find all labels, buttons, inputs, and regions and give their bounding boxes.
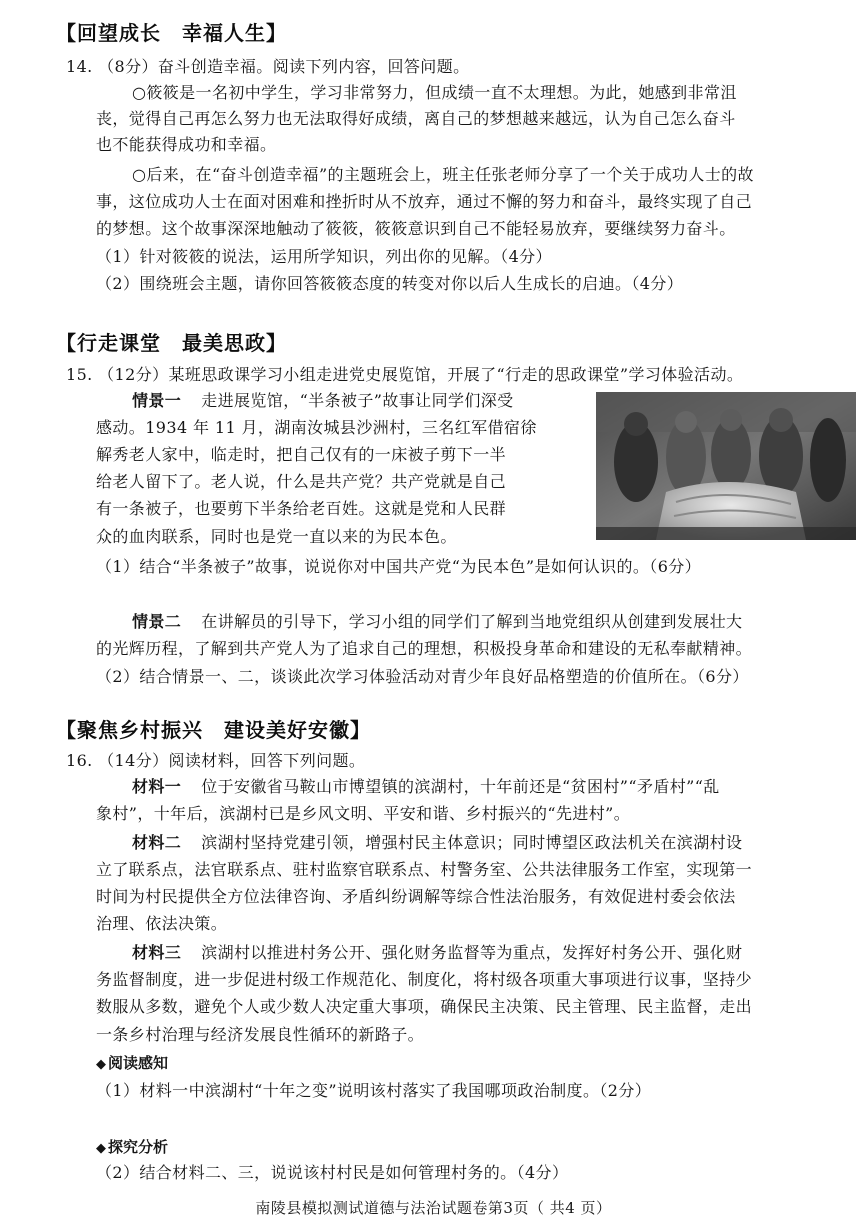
q16-m1-line2: 象村”，十年后，滨湖村已是乡风文明、平安和谐、乡村振兴的“先进村”。 bbox=[96, 804, 631, 823]
q16-m1-text1: 位于安徽省马鞍山市博望镇的滨湖村，十年前还是“贫困村”“矛盾村”“乱 bbox=[201, 777, 720, 796]
q16-m2-line2: 立了联系点，法官联系点、驻村监察官联系点、村警务室、公共法律服务工作室，实现第一 bbox=[96, 860, 753, 879]
q15-scene2-text1: 在讲解员的引导下，学习小组的同学们了解到当地党组织从创建到发展壮大 bbox=[201, 612, 743, 631]
q16-m3-label: 材料三 bbox=[132, 943, 182, 962]
q15-stem: 15. （12分）某班思政课学习小组走进党史展览馆，开展了“行走的思政课堂”学习体验活动。 bbox=[66, 365, 744, 384]
q15-scene1-line6: 众的血肉联系，同时也是党一直以来的为民本色。 bbox=[96, 527, 457, 546]
q14-p1-line2: 丧，觉得自己再怎么努力也无法取得好成绩，离自己的梦想越来越远，认为自己怎么奋斗 bbox=[96, 109, 736, 128]
q14-item2: （2）围绕班会主题，请你回答筱筱态度的转变对你以后人生成长的启迪。（4分） bbox=[96, 274, 684, 293]
q16-m3-line2: 务监督制度，进一步促进村级工作规范化、制度化，将村级各项重大事项进行议事，坚持少 bbox=[96, 970, 753, 989]
half-quilt-sculpture-photo bbox=[596, 392, 856, 540]
q16-m1-label: 材料一 bbox=[132, 777, 182, 796]
q16-sub-reading-label: 阅读感知 bbox=[108, 1054, 169, 1072]
q16-m2-label: 材料二 bbox=[132, 833, 182, 852]
q14-item1: （1）针对筱筱的说法，运用所学知识，列出你的见解。（4分） bbox=[96, 247, 552, 266]
q16-m3-text1: 滨湖村以推进村务公开、强化财务监督等为重点，发挥好村务公开、强化财 bbox=[201, 943, 743, 962]
q15-item2: （2）结合情景一、二，谈谈此次学习体验活动对青少年良好品格塑造的价值所在。（6分） bbox=[96, 667, 749, 686]
q15-scene1-label: 情景一 bbox=[132, 391, 182, 410]
q16-item1: （1）材料一中滨湖村“十年之变”说明该村落实了我国哪项政治制度。（2分） bbox=[96, 1081, 652, 1100]
q15-scene1-line5: 有一条被子，也要剪下半条给老百姓。这就是党和人民群 bbox=[96, 499, 507, 518]
section-title-growth: 【回望成长 幸福人生】 bbox=[56, 21, 287, 45]
q16-m2-line3: 时间为村民提供全方位法律咨询、矛盾纠纷调解等综合性法治服务，有效促进村委会依法 bbox=[96, 887, 736, 906]
q14-p1-line3: 也不能获得成功和幸福。 bbox=[96, 135, 277, 154]
q14-p2-line2: 事，这位成功人士在面对困难和挫折时从不放弃，通过不懈的努力和奋斗，最终实现了自己 bbox=[96, 192, 753, 211]
q15-scene2-line1 bbox=[132, 612, 742, 632]
page-footer: 南陵县模拟测试道德与法治试题卷第3页（ 共4 页） bbox=[255, 1199, 612, 1217]
section-title-rural: 【聚焦乡村振兴 建设美好安徽】 bbox=[56, 718, 371, 742]
q14-p1-line1: ○筱筱是一名初中学生，学习非常努力，但成绩一直不太理想。为此，她感到非常沮 bbox=[132, 83, 737, 102]
q16-m2-line1 bbox=[132, 833, 742, 853]
diamond-bullet-icon: ◆ bbox=[96, 1141, 106, 1156]
q16-item2: （2）结合材料二、三，说说该村村民是如何管理村务的。（4分） bbox=[96, 1163, 569, 1182]
q15-scene1-line2: 感动。1934 年 11 月，湖南汝城县沙洲村，三名红军借宿徐 bbox=[96, 418, 537, 437]
q15-scene1-text1: 走进展览馆，“半条被子”故事让同学们深受 bbox=[201, 391, 514, 410]
q16-m3-line1 bbox=[132, 943, 742, 963]
q16-m2-line4: 治理、依法决策。 bbox=[96, 914, 228, 933]
q16-sub-analysis-label: 探究分析 bbox=[108, 1138, 169, 1156]
q15-scene1-line3: 解秀老人家中，临走时，把自己仅有的一床被子剪下一半 bbox=[96, 445, 507, 464]
q14-p2-line3: 的梦想。这个故事深深地触动了筱筱，筱筱意识到自己不能轻易放弃，要继续努力奋斗。 bbox=[96, 219, 736, 238]
q16-m2-text1: 滨湖村坚持党建引领，增强村民主体意识；同时博望区政法机关在滨湖村设 bbox=[201, 833, 743, 852]
q15-scene2-label: 情景二 bbox=[132, 612, 182, 631]
q14-stem: 14. （8分）奋斗创造幸福。阅读下列内容，回答问题。 bbox=[66, 57, 470, 76]
q15-item1: （1）结合“半条被子”故事，说说你对中国共产党“为民本色”是如何认识的。（6分） bbox=[96, 557, 702, 576]
diamond-bullet-icon: ◆ bbox=[96, 1057, 106, 1072]
q16-sub-reading bbox=[96, 1053, 168, 1075]
q15-scene1-line4: 给老人留下了。老人说，什么是共产党？共产党就是自己 bbox=[96, 472, 507, 491]
q16-m3-line3: 数服从多数，避免个人或少数人决定重大事项，确保民主决策、民主管理、民主监督，走出 bbox=[96, 997, 753, 1016]
q16-sub-analysis bbox=[96, 1137, 168, 1159]
q16-stem: 16. （14分）阅读材料，回答下列问题。 bbox=[66, 751, 366, 770]
q15-scene1-line1 bbox=[132, 391, 514, 411]
q15-scene2-line2: 的光辉历程，了解到共产党人为了追求自己的理想，积极投身革命和建设的无私奉献精神。 bbox=[96, 639, 753, 658]
sculpture-image bbox=[596, 392, 856, 540]
section-title-classroom: 【行走课堂 最美思政】 bbox=[56, 331, 287, 355]
q14-p2-line1: ○后来，在“奋斗创造幸福”的主题班会上，班主任张老师分享了一个关于成功人士的故 bbox=[132, 165, 754, 184]
q16-m3-line4: 一条乡村治理与经济发展良性循环的新路子。 bbox=[96, 1025, 425, 1044]
q16-m1-line1 bbox=[132, 777, 720, 797]
